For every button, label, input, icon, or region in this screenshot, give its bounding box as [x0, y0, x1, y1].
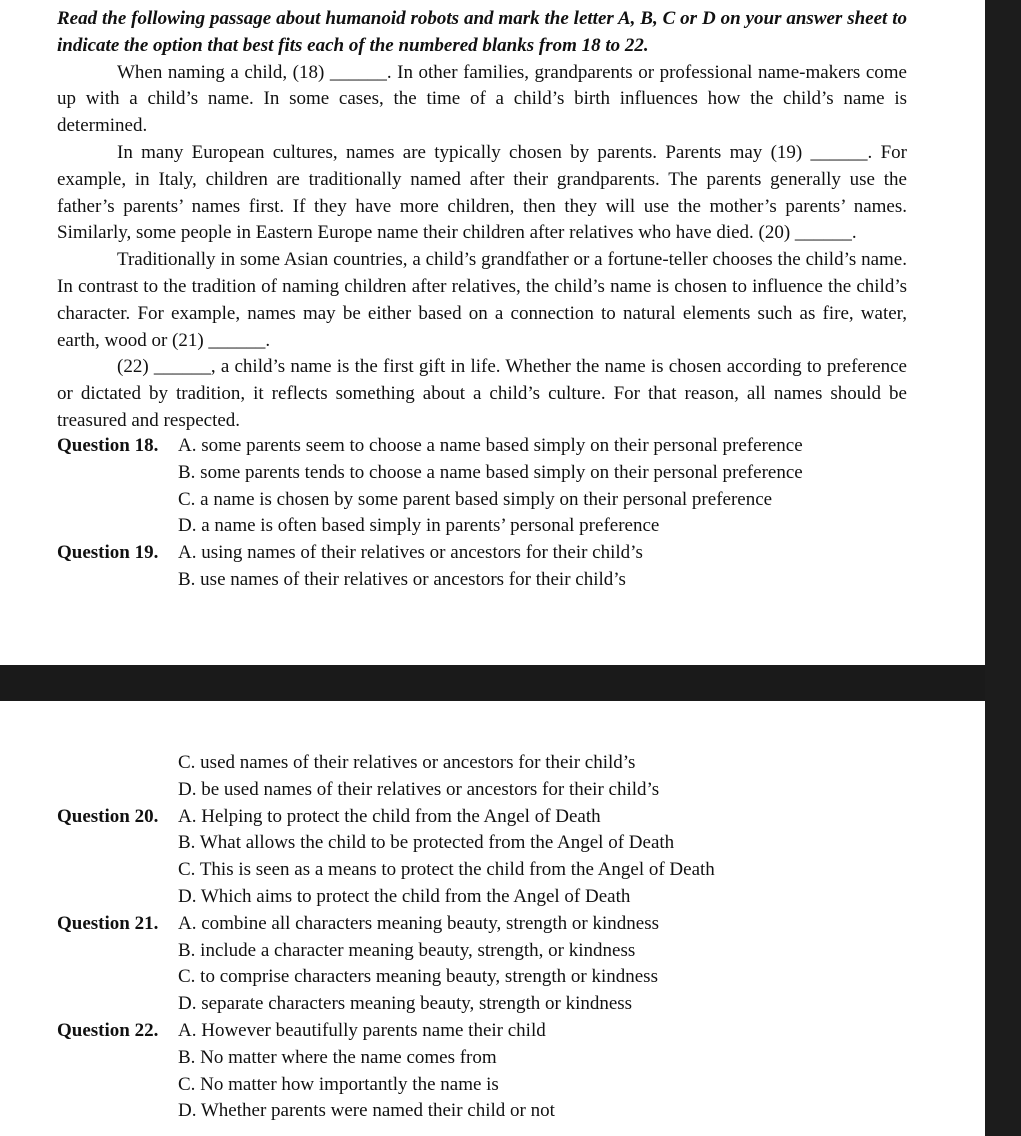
- question-22-row-a: [57, 1018, 907, 1045]
- passage-paragraph-1: When naming a child, (18) ______. In other families, grandparents or professional name-makers come up with a child’s name. In some cases, the time of a child’s birth influences how the child’s name is determined.: [57, 61, 907, 137]
- question-19-option-d[interactable]: D. be used names of their relatives or ancestors for their child’s: [178, 778, 660, 800]
- question-19-row-b: [57, 567, 907, 594]
- question-20-row-d: [57, 884, 907, 911]
- passage-section: [57, 6, 907, 435]
- question-22-row-b: [57, 1045, 907, 1072]
- passage-paragraph-4: (22) ______, a child’s name is the first gift in life. Whether the name is chosen according to preference or dictated by tradition, it reflects something about a child’s culture. For that reason, all names should be treasured and respected.: [57, 356, 907, 431]
- question-21-row-c: [57, 964, 907, 991]
- question-20-row-a: [57, 804, 907, 831]
- page-break-band: [0, 665, 985, 701]
- question-20-option-c[interactable]: C. This is seen as a means to protect the child from the Angel of Death: [178, 859, 715, 881]
- question-19-row-c: [57, 750, 907, 777]
- question-21-row-d: [57, 991, 907, 1018]
- passage-paragraph-3: Traditionally in some Asian countries, a child’s grandfather or a fortune-teller chooses the child’s name. In contrast to the tradition of naming children after relatives, the child’s name is chosen to influence the child’s character. For example, names may be either based on a connection to natural elements such as fire, water, earth, wood or (21) ______.: [57, 249, 907, 351]
- question-19-option-a[interactable]: A. using names of their relatives or ancestors for their child’s: [178, 542, 643, 564]
- question-20-label: Question 20.: [57, 805, 159, 827]
- question-18-option-a[interactable]: A. some parents seem to choose a name based simply on their personal preference: [178, 435, 803, 456]
- question-18-option-d[interactable]: D. a name is often based simply in parents’ personal preference: [178, 515, 660, 537]
- question-18-row-c: [57, 487, 907, 514]
- question-21-option-c[interactable]: C. to comprise characters meaning beauty, strength or kindness: [178, 966, 658, 988]
- question-19-option-b[interactable]: B. use names of their relatives or ancestors for their child’s: [178, 568, 626, 590]
- passage-paragraph-2: In many European cultures, names are typically chosen by parents. Parents may (19) ______. For example, in Italy, children are traditionally named after their grandparents. The parents generally use the father’s parents’ names first. If they have more children, then they will use the mother’s parents’ names. Similarly, some people in Eastern Europe name their children after relatives who have died. (20) ______.: [57, 141, 907, 244]
- instruction-text: Read the following passage about humanoid robots and mark the letter A, B, C or D on your answer sheet to indicate the option that best fits each of the numbered blanks from 18 to 22.: [57, 8, 907, 56]
- question-21-option-b[interactable]: B. include a character meaning beauty, strength, or kindness: [178, 939, 636, 961]
- question-21-row-b: [57, 938, 907, 965]
- question-19-label: Question 19.: [57, 542, 159, 564]
- question-18-row-a: [57, 433, 907, 460]
- right-edge-scroll-bar: [985, 0, 1021, 1136]
- question-18-option-c[interactable]: C. a name is chosen by some parent based simply on their personal preference: [178, 488, 773, 510]
- question-21-option-d[interactable]: D. separate characters meaning beauty, strength or kindness: [178, 993, 633, 1015]
- question-22-row-c: [57, 1072, 907, 1099]
- question-19-row-d: [57, 777, 907, 804]
- question-20-option-d[interactable]: D. Which aims to protect the child from the Angel of Death: [178, 885, 631, 907]
- question-19-option-c[interactable]: C. used names of their relatives or ancestors for their child’s: [178, 752, 636, 773]
- question-18-row-d: [57, 513, 907, 540]
- question-20-row-b: [57, 830, 907, 857]
- question-21-option-a[interactable]: A. combine all characters meaning beauty, strength or kindness: [178, 912, 660, 934]
- question-22-row-d: [57, 1098, 907, 1125]
- question-18-option-b[interactable]: B. some parents tends to choose a name based simply on their personal preference: [178, 461, 803, 483]
- question-22-option-a[interactable]: A. However beautifully parents name their child: [178, 1019, 546, 1041]
- question-18-label: Question 18.: [57, 435, 159, 456]
- question-22-option-d[interactable]: D. Whether parents were named their child or not: [178, 1100, 555, 1122]
- question-20-option-b[interactable]: B. What allows the child to be protected from the Angel of Death: [178, 832, 675, 854]
- question-20-option-a[interactable]: A. Helping to protect the child from the Angel of Death: [178, 805, 601, 827]
- question-22-option-c[interactable]: C. No matter how importantly the name is: [178, 1073, 499, 1095]
- question-19-row-a: [57, 540, 907, 567]
- questions-section-top: [57, 433, 907, 594]
- question-21-label: Question 21.: [57, 912, 159, 934]
- questions-section-bottom: [57, 750, 907, 1125]
- question-22-label: Question 22.: [57, 1019, 159, 1041]
- question-21-row-a: [57, 911, 907, 938]
- question-20-row-c: [57, 857, 907, 884]
- question-18-row-b: [57, 460, 907, 487]
- question-22-option-b[interactable]: B. No matter where the name comes from: [178, 1046, 497, 1068]
- document-page-bottom: [0, 701, 985, 1136]
